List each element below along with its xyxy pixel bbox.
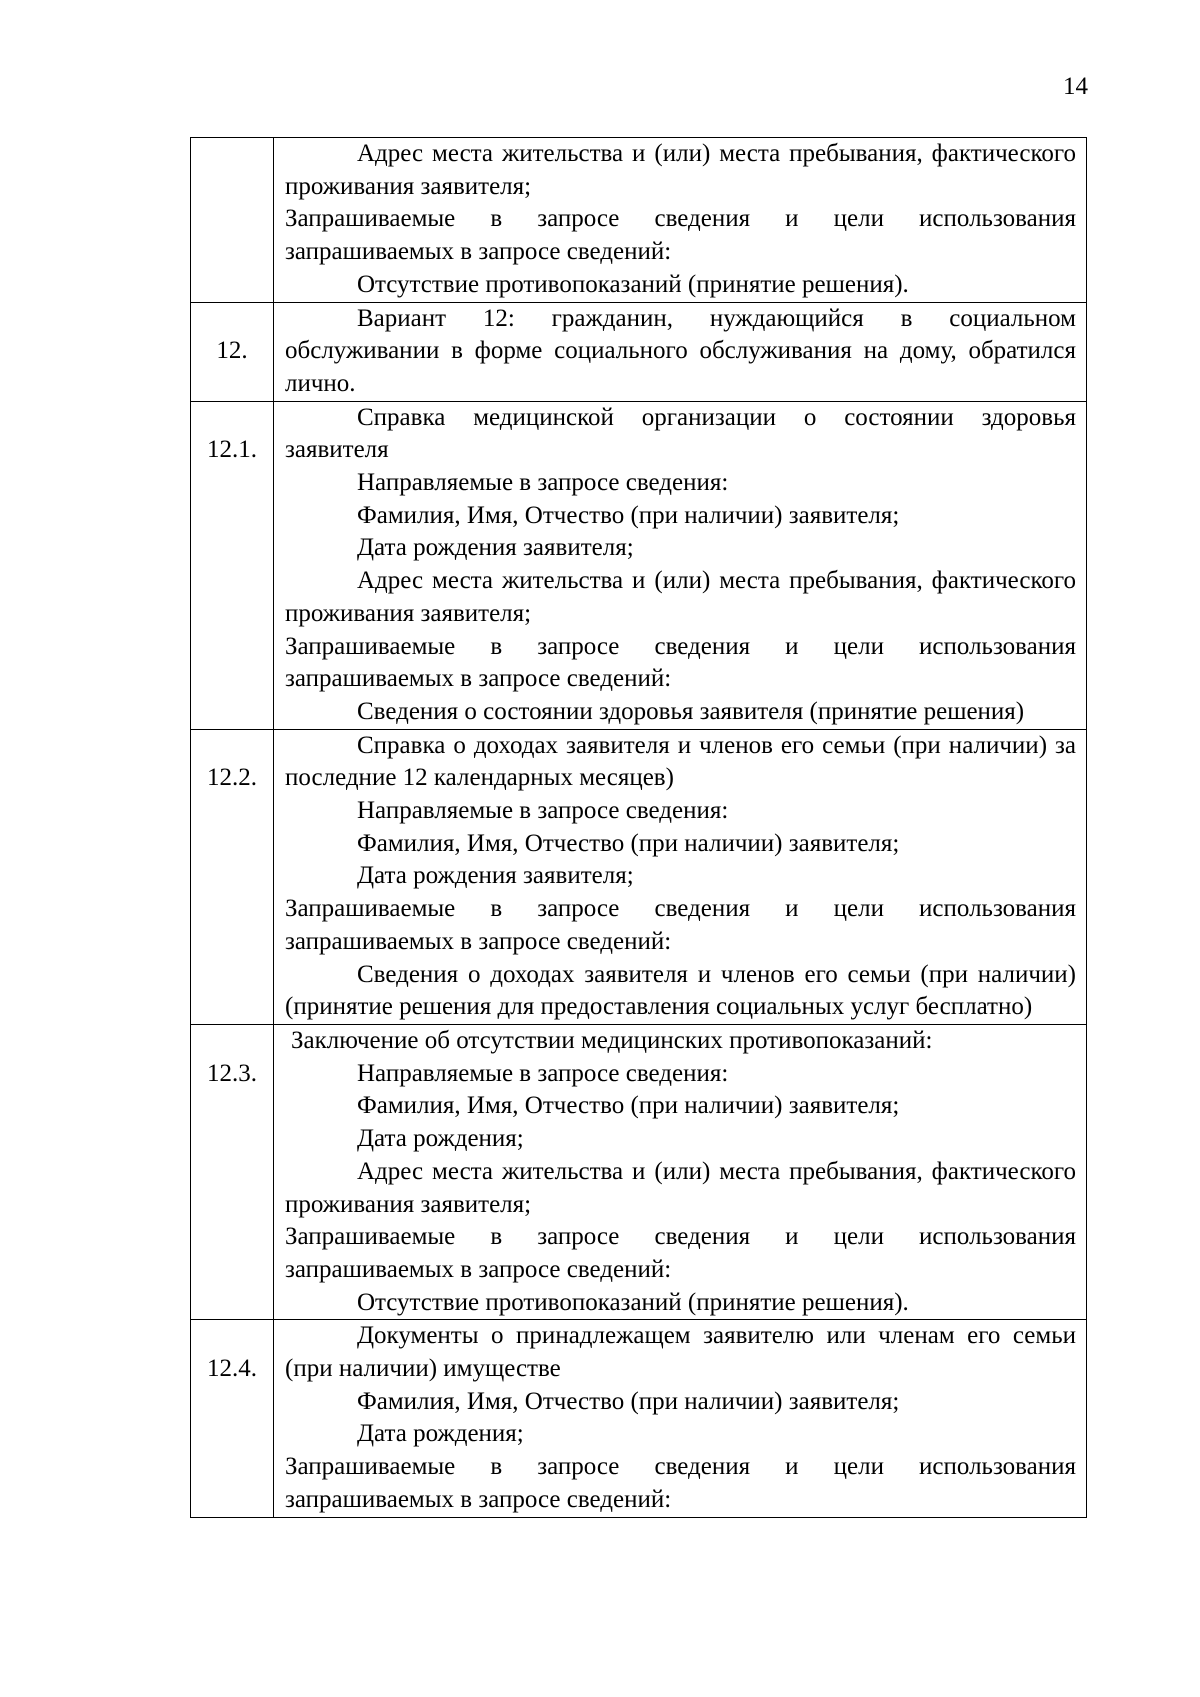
paragraph: Дата рождения заявителя; (357, 534, 634, 562)
paragraph: Документы о принадлежащем заявителю или членам его семьи (при наличии) имуществе (285, 1322, 1076, 1383)
requests-table (190, 137, 1087, 1518)
row-number: 12.3. (207, 1059, 257, 1087)
paragraph: Адрес места жительства и (или) места пребывания, фактического проживания заявителя; (285, 1157, 1076, 1218)
paragraph: Дата рождения заявителя; (357, 862, 634, 890)
table-body (191, 138, 1087, 1518)
row-number: 12.1. (207, 436, 257, 464)
row-number: 12. (216, 337, 248, 365)
paragraph: Фамилия, Имя, Отчество (при наличии) заявителя; (357, 1387, 900, 1415)
row-number-cell (191, 729, 274, 1024)
table-row (191, 1320, 1087, 1517)
table-row (191, 138, 1087, 303)
table-row (191, 1024, 1087, 1319)
paragraph: Адрес места жительства и (или) места пребывания, фактического проживания заявителя; (285, 567, 1076, 627)
paragraph: Отсутствие противопоказаний (принятие решения). (357, 1288, 909, 1316)
row-content-cell (274, 1024, 1087, 1319)
paragraph: Фамилия, Имя, Отчество (при наличии) заявителя; (357, 1092, 900, 1120)
table-row (191, 729, 1087, 1024)
paragraph: Запрашиваемые в запросе сведения и цели использования запрашиваемых в запросе сведений: (285, 1223, 1076, 1283)
paragraph: Фамилия, Имя, Отчество (при наличии) заявителя; (357, 829, 900, 857)
row-content-cell (274, 302, 1087, 401)
paragraph: Направляемые в запросе сведения: (357, 1059, 729, 1087)
paragraph: Фамилия, Имя, Отчество (при наличии) заявителя; (357, 501, 900, 529)
row-number-cell (191, 138, 274, 303)
row-number-cell (191, 302, 274, 401)
paragraph: Адрес места жительства и (или) места пребывания, фактического проживания заявителя; (285, 140, 1076, 200)
row-number: 12.4. (207, 1355, 257, 1382)
row-number: 12.2. (207, 764, 257, 792)
paragraph: Вариант 12: гражданин, нуждающийся в социальном обслуживании в форме социального обслуживания на дому, обратился лично. (285, 304, 1076, 397)
paragraph: Запрашиваемые в запросе сведения и цели использования запрашиваемых в запросе сведений: (285, 895, 1076, 955)
row-content-cell (274, 138, 1087, 303)
paragraph: Запрашиваемые в запросе сведения и цели использования запрашиваемых в запросе сведений: (285, 632, 1076, 693)
paragraph: Дата рождения; (357, 1420, 524, 1448)
row-content-cell (274, 729, 1087, 1024)
paragraph: Заключение об отсутствии медицинских противопоказаний: (291, 1026, 933, 1054)
row-content-cell (274, 401, 1087, 729)
row-content-cell (274, 1320, 1087, 1517)
paragraph: Направляемые в запросе сведения: (357, 797, 729, 825)
paragraph: Запрашиваемые в запросе сведения и цели использования запрашиваемых в запросе сведений: (285, 205, 1076, 266)
paragraph: Сведения о состоянии здоровья заявителя (принятие решения) (357, 697, 1025, 725)
row-number-cell (191, 1320, 274, 1517)
paragraph: Запрашиваемые в запросе сведения и цели использования запрашиваемых в запросе сведений: (285, 1453, 1076, 1513)
table-row (191, 302, 1087, 401)
paragraph: Отсутствие противопоказаний (принятие решения). (357, 270, 909, 298)
table-row (191, 401, 1087, 729)
row-number-cell (191, 1024, 274, 1319)
row-number-cell (191, 401, 274, 729)
paragraph: Справка о доходах заявителя и членов его семьи (при наличии) за последние 12 календарных месяцев) (285, 731, 1076, 792)
paragraph: Дата рождения; (357, 1125, 524, 1153)
page-number: 14 (1063, 73, 1088, 100)
paragraph: Сведения о доходах заявителя и членов его семьи (при наличии)(принятие решения для предоставления социальных услуг бесплатно) (285, 960, 1076, 1021)
paragraph: Справка медицинской организации о состоянии здоровья заявителя (285, 403, 1076, 464)
paragraph: Направляемые в запросе сведения: (357, 469, 729, 497)
